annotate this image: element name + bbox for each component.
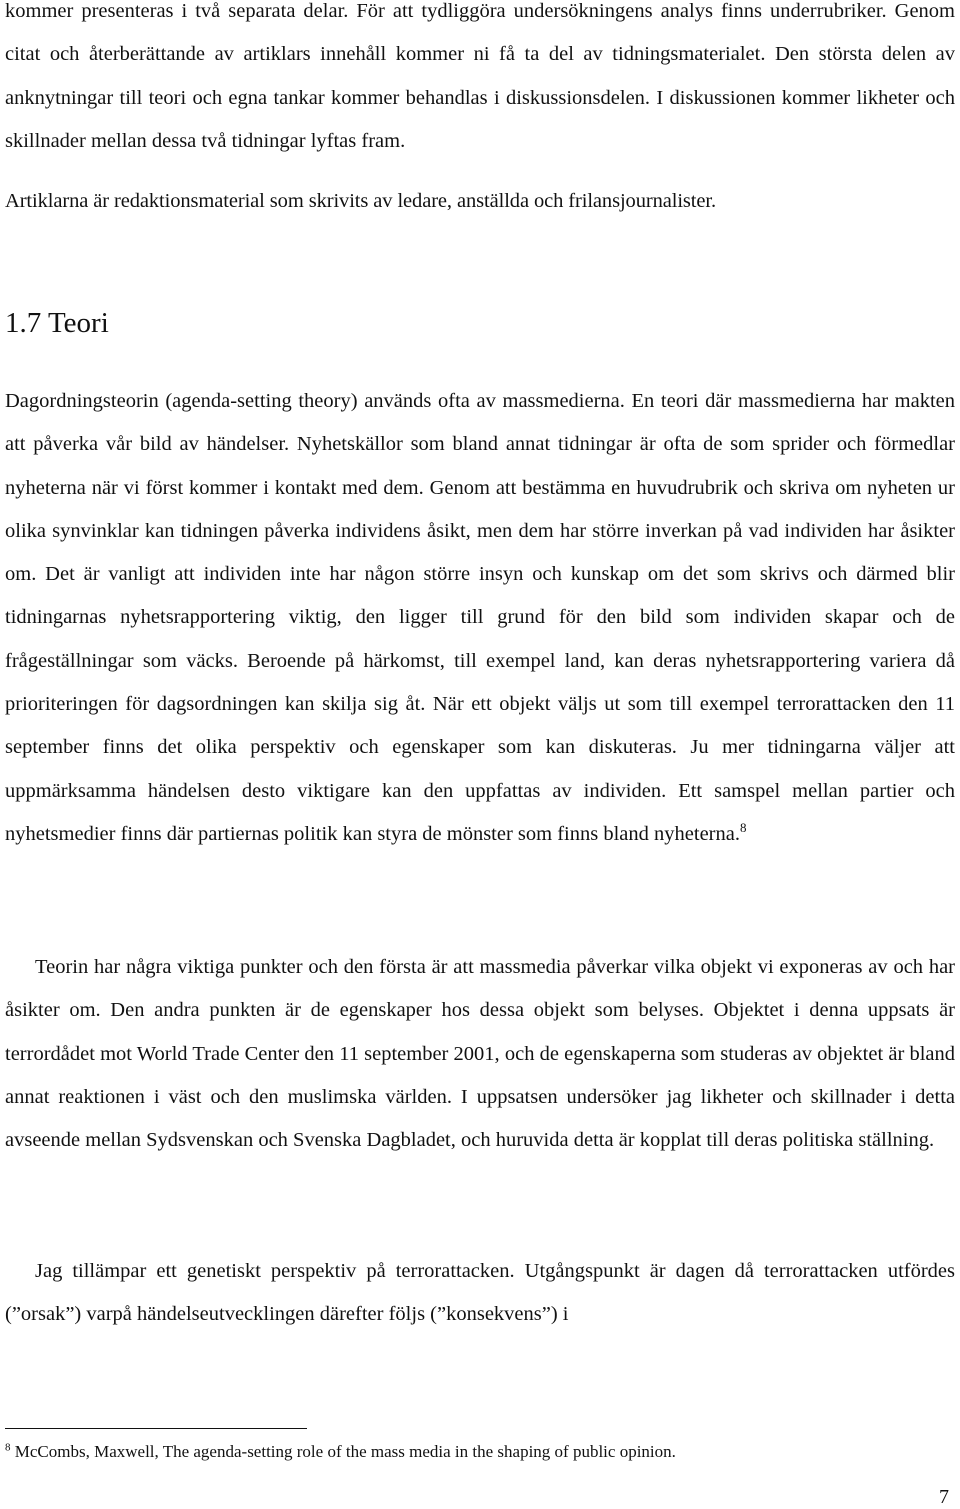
footnote-reference[interactable]: 8 (739, 820, 747, 836)
paragraph-jag: Jag tillämpar ett genetiskt perspektiv på terrorattacken. Utgångspunkt är dagen då terrorattacken utfördes (”orsak”) varpå händelseutvecklingen därefter följs (”konsekvens”) i (5, 1260, 955, 1326)
footnote-divider (5, 1428, 307, 1429)
paragraph-dagordning (5, 380, 955, 856)
paragraph-intro: kommer presenteras i två separata delar. För att tydliggöra undersökningens analys finns underrubriker. Genom citat och återberättande av artiklars innehåll kommer ni få ta del av tidningsmaterialet. Den största delen av anknytningar till teori och egna tankar kommer behandlas i diskussionsdelen. I diskussionen kommer likheter och skillnader mellan dessa två tidningar lyftas fram. (5, 0, 955, 152)
page-number: 7 (939, 1486, 949, 1508)
paragraph-dagordning-text: Dagordningsteorin (agenda-setting theory) används ofta av massmedierna. En teori där massmedierna har makten att påverka vår bild av händelser. Nyhetskällor som bland annat tidningar är ofta de som sprider och förmedlar nyheterna när vi först kommer i kontakt med dem. Genom att bestämma en huvudrubrik och skriva om nyheten ur olika synvinklar kan tidningen påverka individens åsikt, men dem har större inverkan på vad individen har åsikter om. Det är vanligt att individen inte har någon större insyn och kunskap om det som skrivs och därmed blir tidningarnas nyhetsrapportering viktig, den ligger till grund för den bild som individen skapar och de frågeställningar som väcks. Beroende på härkomst, till exempel land, kan deras nyhetsrapportering variera då prioriteringen för dagsordningen kan skilja sig åt. När ett objekt väljs ut som till exempel terrorattacken den 11 september finns det olika perspektiv och egenskaper som kan diskuteras. Ju mer tidningarna väljer att uppmärksamma händelsen desto viktigare kan den uppfattas av individen. Ett samspel mellan partier och nyhetsmedier finns där partiernas politik kan styra de mönster som finns bland nyheterna. (5, 390, 955, 845)
paragraph-teorin: Teorin har några viktiga punkter och den första är att massmedia påverkar vilka objekt vi exponeras av och har åsikter om. Den andra punkten är de egenskaper hos dessa objekt som belyses. Objektet i denna uppsats är terrordådet mot World Trade Center den 11 september 2001, och de egenskaperna som studeras av objektet är bland annat reaktionen i väst och den muslimska världen. I uppsatsen undersöker jag likheter och skillnader i detta avseende mellan Sydsvenskan och Svenska Dagbladet, och huruvida detta är kopplat till deras politiska ställning. (5, 956, 955, 1152)
footnote-number: 8 (5, 1441, 11, 1454)
section-heading: 1.7 Teori (5, 307, 109, 339)
footnote (5, 1440, 955, 1464)
paragraph-artiklar: Artiklarna är redaktionsmaterial som skrivits av ledare, anställda och frilansjournalister. (5, 190, 717, 212)
document-page (5, 0, 955, 1509)
footnote-text: McCombs, Maxwell, The agenda-setting role of the mass media in the shaping of public opinion. (14, 1442, 676, 1461)
